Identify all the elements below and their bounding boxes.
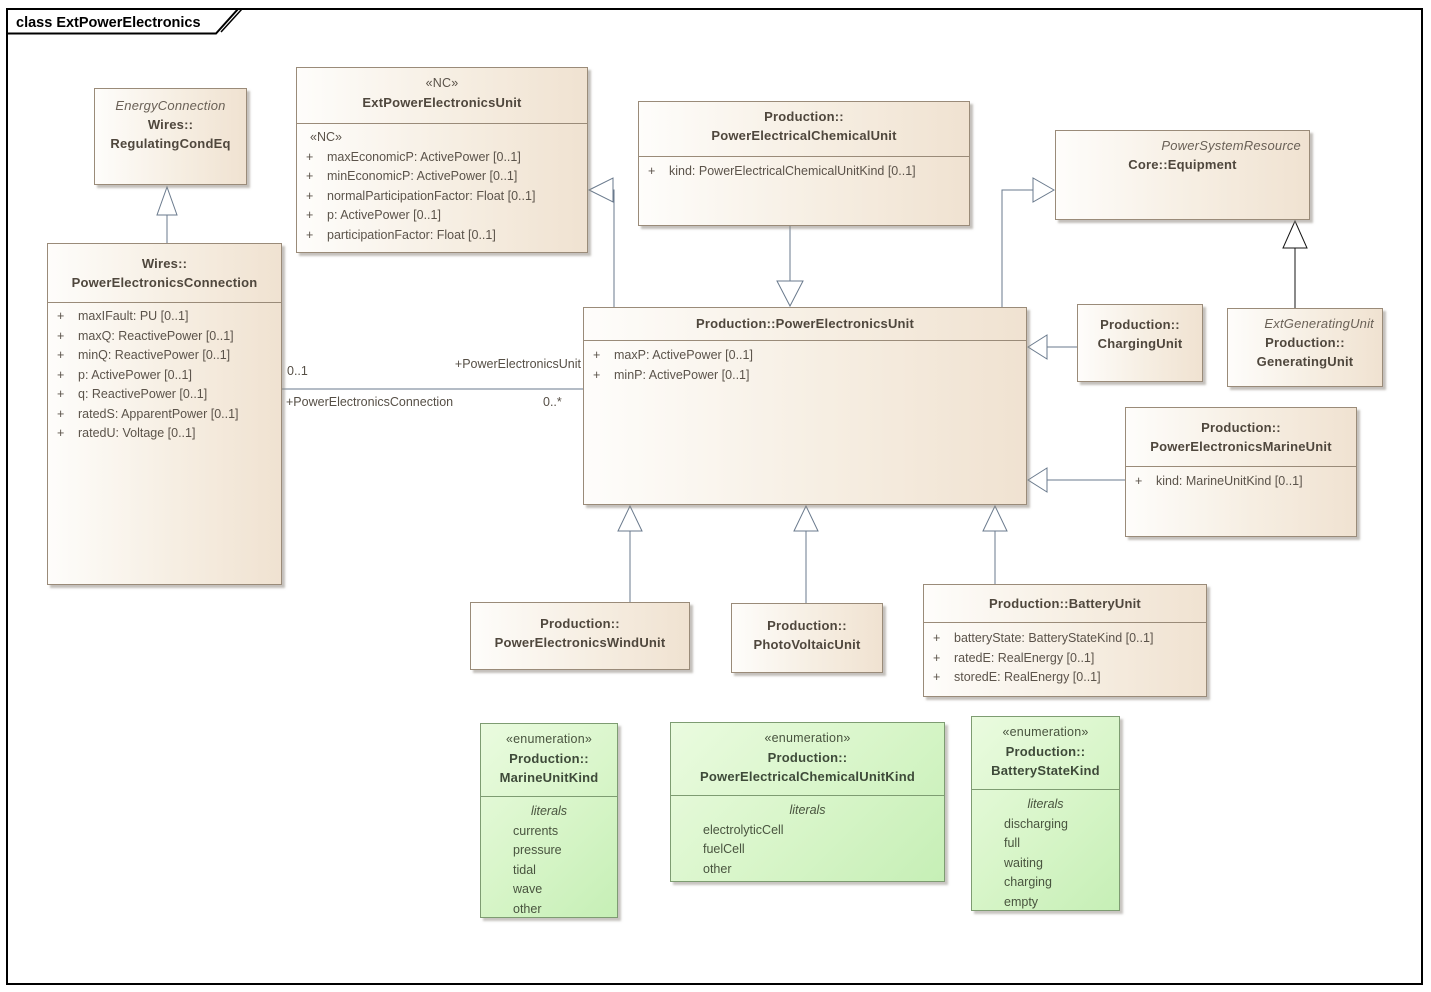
enum-literal: full — [1004, 836, 1020, 850]
class-name: Production:: — [540, 616, 620, 631]
visibility-marker: + — [306, 149, 314, 164]
enum-literal: wave — [513, 882, 543, 896]
arrowhead-triangle — [1028, 335, 1047, 359]
visibility-marker: + — [57, 387, 65, 401]
attribute — [48, 385, 281, 405]
assoc-role-target: +PowerElectronicsUnit — [454, 357, 581, 371]
enum-battery-state-kind[interactable] — [971, 716, 1120, 911]
class-generating-unit[interactable] — [1227, 308, 1383, 387]
attribute — [297, 167, 587, 187]
frame-title: class ExtPowerElectronics — [16, 15, 201, 31]
attribute — [48, 346, 281, 366]
enum-literal: pressure — [513, 843, 562, 857]
visibility-marker: + — [648, 164, 656, 178]
class-charging-unit[interactable] — [1077, 304, 1203, 382]
visibility-marker: + — [933, 670, 941, 684]
visibility-marker: + — [593, 348, 601, 362]
visibility-marker: + — [306, 227, 314, 242]
attribute-text: maxQ: ReactivePower [0..1] — [78, 328, 234, 343]
enum-name: MarineUnitKind — [499, 770, 599, 785]
literals-label: literals — [530, 804, 568, 818]
class-name: RegulatingCondEq — [110, 136, 231, 151]
class-photo-voltaic-unit[interactable] — [731, 603, 883, 673]
enum-literal: electrolyticCell — [703, 822, 784, 837]
enum-name: BatteryStateKind — [991, 763, 1100, 778]
attribute-text: ratedE: RealEnergy [0..1] — [954, 650, 1095, 665]
class-power-electronics-wind-unit[interactable] — [470, 602, 690, 670]
class-name: PowerElectricalChemicalUnit — [711, 127, 897, 143]
attribute-text: minEconomicP: ActivePower [0..1] — [327, 169, 518, 183]
class-core-equipment[interactable] — [1055, 130, 1310, 220]
enum-name: Production:: — [1005, 744, 1086, 759]
attribute-text: minQ: ReactivePower [0..1] — [78, 348, 231, 362]
gen-power-electronics-wind-unit-to-power-electronics-unit[interactable] — [618, 506, 642, 602]
class-name: ChargingUnit — [1097, 336, 1183, 351]
attribute-text: ratedS: ApparentPower [0..1] — [78, 406, 239, 421]
attribute-text: maxEconomicP: ActivePower [0..1] — [327, 149, 521, 164]
arrowhead-triangle — [1033, 178, 1054, 202]
visibility-marker: + — [1135, 474, 1143, 488]
assoc-multiplicity-source: 0..1 — [287, 364, 308, 378]
class-name: PowerElectronicsMarineUnit — [1150, 439, 1332, 454]
class-power-electronics-connection[interactable] — [47, 243, 282, 585]
attribute-text: participationFactor: Float [0..1] — [327, 227, 496, 242]
frame-title-tab — [0, 0, 270, 42]
enum-literal: currents — [513, 823, 559, 838]
attribute-text: q: ReactivePower [0..1] — [78, 387, 208, 401]
visibility-marker: + — [933, 650, 941, 665]
arrowhead-triangle — [1283, 221, 1307, 248]
attribute — [924, 649, 1206, 669]
enum-name: Production:: — [767, 750, 848, 765]
attribute — [639, 162, 969, 182]
class-power-electronics-unit[interactable] — [583, 307, 1027, 505]
attribute-text: ratedU: Voltage [0..1] — [78, 426, 196, 440]
enum-literal: waiting — [1004, 855, 1043, 870]
attribute — [297, 187, 587, 207]
visibility-marker: + — [593, 367, 601, 382]
arrowhead-triangle — [157, 187, 177, 215]
arrowhead-triangle — [589, 178, 613, 202]
enum-stereotype: «enumeration» — [764, 731, 851, 745]
gen-power-electronics-marine-unit-to-power-electronics-unit[interactable] — [1028, 468, 1125, 492]
class-name: Production:: — [1100, 317, 1180, 332]
enum-power-electrical-chemical-unit-kind[interactable] — [670, 722, 945, 882]
class-power-electronics-marine-unit[interactable] — [1125, 407, 1357, 537]
visibility-marker: + — [57, 309, 65, 323]
arrowhead-triangle — [618, 506, 642, 531]
class-name: Core::Equipment — [1128, 157, 1237, 172]
class-name: ExtPowerElectronicsUnit — [362, 95, 522, 110]
enum-literal: discharging — [1004, 816, 1068, 831]
visibility-marker: + — [57, 348, 65, 362]
visibility-marker: + — [306, 188, 314, 203]
class-regulating-cond-eq[interactable] — [94, 88, 247, 185]
attribute — [297, 226, 587, 246]
class-name: Wires:: — [147, 117, 194, 132]
attribute — [924, 668, 1206, 688]
assoc-role-source: +PowerElectronicsConnection — [286, 395, 454, 409]
attribute-text: p: ActivePower [0..1] — [78, 367, 192, 382]
class-parent-label: EnergyConnection — [115, 98, 226, 113]
attribute-text: storedE: RealEnergy [0..1] — [954, 670, 1101, 684]
attribute — [1126, 472, 1356, 492]
attribute — [48, 405, 281, 425]
class-name: Wires:: — [141, 256, 188, 271]
class-battery-unit[interactable] — [923, 584, 1207, 697]
visibility-marker: + — [306, 169, 314, 183]
gen-power-electronics-connection-to-regulating-cond-eq[interactable] — [157, 187, 177, 243]
literals-label: literals — [789, 803, 826, 817]
visibility-marker: + — [306, 208, 314, 222]
enum-marine-unit-kind[interactable] — [480, 723, 618, 918]
class-parent-label: ExtGeneratingUnit — [1264, 316, 1374, 331]
class-name: Production:: — [764, 109, 844, 124]
class-name: PowerElectronicsConnection — [71, 275, 258, 290]
enum-name: PowerElectricalChemicalUnitKind — [700, 769, 915, 784]
attribute-text: normalParticipationFactor: Float [0..1] — [327, 188, 536, 203]
gen-battery-unit-to-power-electronics-unit[interactable] — [983, 506, 1007, 584]
gen-generating-unit-to-core-equipment[interactable] — [1283, 221, 1307, 308]
enum-literal: empty — [1004, 894, 1039, 909]
arrowhead-triangle — [1028, 468, 1047, 492]
literals-label: literals — [1027, 797, 1064, 811]
visibility-marker: + — [57, 367, 65, 382]
class-name: PhotoVoltaicUnit — [753, 637, 861, 652]
class-name: PowerElectronicsWindUnit — [494, 635, 666, 650]
gen-photo-voltaic-unit-to-power-electronics-unit[interactable] — [794, 506, 818, 603]
edge-line — [613, 190, 614, 307]
attributes-stereotype: «NC» — [310, 130, 342, 144]
arrowhead-triangle — [777, 281, 803, 306]
attribute — [48, 424, 281, 444]
gen-power-electronics-unit-to-core-equipment[interactable] — [1002, 178, 1054, 307]
class-stereotype: «NC» — [425, 76, 459, 90]
arrowhead-triangle — [794, 506, 818, 531]
enum-name: Production:: — [509, 751, 589, 766]
enum-literal: fuelCell — [703, 842, 745, 856]
class-name: Production:: — [767, 618, 847, 633]
arrowhead-triangle — [983, 506, 1007, 531]
enum-literal: charging — [1004, 875, 1052, 889]
attribute-text: maxP: ActivePower [0..1] — [614, 348, 753, 362]
attribute — [584, 346, 1026, 366]
attribute — [297, 206, 587, 226]
attribute-text: maxIFault: PU [0..1] — [78, 309, 189, 323]
attribute — [924, 629, 1206, 649]
attribute — [584, 366, 1026, 386]
gen-charging-unit-to-power-electronics-unit[interactable] — [1028, 335, 1077, 359]
assoc-multiplicity-target: 0..* — [543, 395, 562, 409]
visibility-marker: + — [57, 426, 65, 440]
enum-literal: other — [703, 861, 732, 876]
class-ext-power-electronics-unit[interactable] — [296, 67, 588, 253]
class-power-electrical-chemical-unit[interactable] — [638, 101, 970, 226]
gen-power-electronics-unit-to-ext-power-electronics-unit[interactable] — [589, 178, 614, 307]
enum-literal: other — [513, 901, 542, 916]
class-name: Production:: — [1201, 420, 1281, 435]
attribute — [48, 307, 281, 327]
class-parent-label: PowerSystemResource — [1161, 138, 1301, 153]
attribute — [48, 366, 281, 386]
class-name: Production:: — [1265, 335, 1345, 350]
visibility-marker: + — [933, 631, 941, 645]
class-name: Production::PowerElectronicsUnit — [695, 316, 915, 331]
attribute — [297, 148, 587, 168]
visibility-marker: + — [57, 406, 65, 421]
class-name: GeneratingUnit — [1256, 354, 1354, 369]
class-name: Production::BatteryUnit — [989, 596, 1141, 611]
enum-stereotype: «enumeration» — [506, 732, 592, 746]
visibility-marker: + — [57, 328, 65, 343]
enum-literal: tidal — [513, 862, 536, 877]
edge-line — [1002, 190, 1033, 307]
enum-stereotype: «enumeration» — [1002, 725, 1089, 739]
attribute-text: minP: ActivePower [0..1] — [614, 367, 750, 382]
attribute-text: batteryState: BatteryStateKind [0..1] — [954, 631, 1154, 645]
gen-power-electrical-chemical-unit-to-power-electronics-unit[interactable] — [777, 226, 803, 306]
attribute-text: p: ActivePower [0..1] — [327, 208, 441, 222]
attribute-text: kind: MarineUnitKind [0..1] — [1156, 474, 1303, 488]
attribute-text: kind: PowerElectricalChemicalUnitKind [0..1] — [669, 164, 916, 178]
attribute — [48, 327, 281, 347]
